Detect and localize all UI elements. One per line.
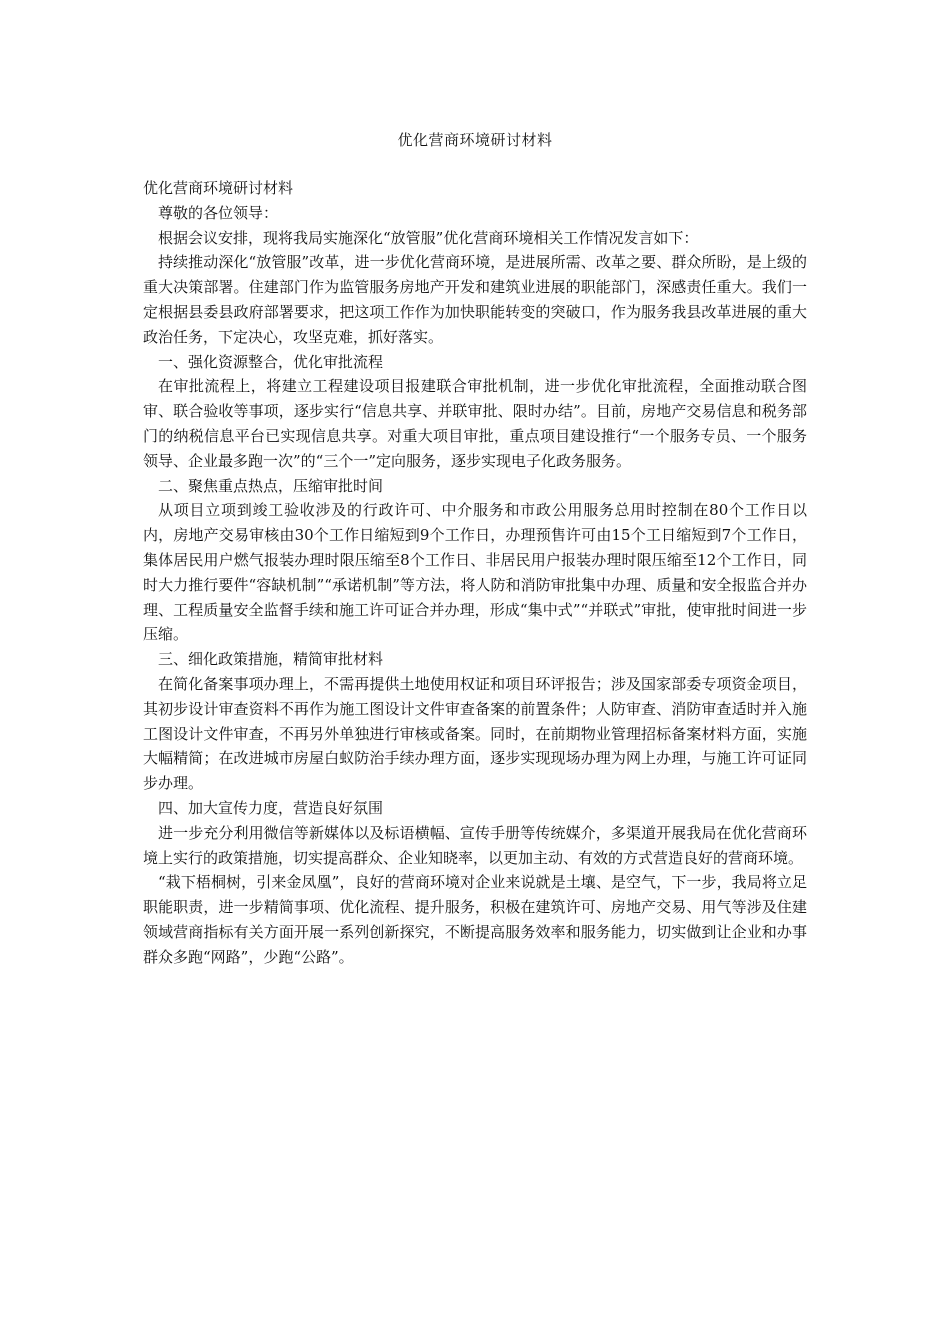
closing-paragraph: “栽下梧桐树，引来金凤凰”，良好的营商环境对企业来说就是土壤、是空气，下一步，我局将立足职能职责，进一步精简事项、优化流程、提升服务，积极在建筑许可、房地产交易、用气等涉及住建领域营商指标有关方面开展一系列创新探究，不断提高服务效率和服务能力，切实做到让企业和办事群众多跑“网路”，少跑“公路”。 — [143, 873, 807, 966]
salutation: 尊敬的各位领导： — [158, 203, 279, 222]
document-body — [143, 176, 807, 970]
section-heading-3: 三、细化政策措施，精简审批材料 — [158, 650, 384, 669]
section-paragraph-4: 进一步充分利用微信等新媒体以及标语横幅、宣传手册等传统媒介，多渠道开展我局在优化营商环境上实行的政策措施，切实提高群众、企业知晓率，以更加主动、有效的方式营造良好的营商环境。 — [143, 823, 807, 867]
section-heading-1: 一、强化资源整合，优化审批流程 — [158, 352, 384, 371]
section-heading-2: 二、聚焦重点热点，压缩审批时间 — [158, 476, 384, 495]
section-paragraph-1: 在审批流程上，将建立工程建设项目报建联合审批机制，进一步优化审批流程，全面推动联合图审、联合验收等事项，逐步实行“信息共享、并联审批、限时办结”。目前，房地产交易信息和税务部门的纳税信息平台已实现信息共享。对重大项目审批，重点项目建设推行“一个服务专员、一个服务领导、企业最多跑一次”的“三个一”定向服务，逐步实现电子化政务服务。 — [143, 377, 807, 470]
body-heading: 优化营商环境研讨材料 — [143, 179, 294, 197]
background-paragraph: 持续推动深化“放管服”改革，进一步优化营商环境，是进展所需、改革之要、群众所盼，是上级的重大决策部署。住建部门作为监管服务房地产开发和建筑业进展的职能部门，深感责任重大。我们一定根据县委县政府部署要求，把这项工作作为加快职能转变的突破口，作为服务我县改革进展的重大政治任务，下定决心，攻坚克难，抓好落实。 — [143, 253, 807, 346]
section-paragraph-3: 在简化备案事项办理上，不需再提供土地使用权证和项目环评报告；涉及国家部委专项资金项目，其初步设计审查资料不再作为施工图设计文件审查备案的前置条件；人防审查、消防审查适时并入施工图设计文件审查，不再另外单独进行审核或备案。同时，在前期物业管理招标备案材料方面，实施大幅精简；在改进城市房屋白蚁防治手续办理方面，逐步实现现场办理为网上办理，与施工许可证同步办理。 — [143, 674, 807, 793]
intro-paragraph: 根据会议安排，现将我局实施深化“放管服”优化营商环境相关工作情况发言如下： — [158, 228, 699, 247]
section-paragraph-2: 从项目立项到竣工验收涉及的行政许可、中介服务和市政公用服务总用时控制在80个工作日以内，房地产交易审核由30个工作日缩短到9个工作日，办理预售许可由15个工日缩短到7个工作日，集体居民用户燃气报装办理时限压缩至8个工作日、非居民用户报装办理时限压缩至12个工作日，同时大力推行要件“容缺机制”“承诺机制”等方法，将人防和消防审批集中办理、质量和安全报监合并办理、工程质量安全监督手续和施工许可证合并办理，形成“集中式”“并联式”审批，使审批时间进一步压缩。 — [143, 501, 807, 644]
section-heading-4: 四、加大宣传力度，营造良好氛围 — [158, 798, 384, 817]
document-title: 优化营商环境研讨材料 — [397, 131, 553, 149]
